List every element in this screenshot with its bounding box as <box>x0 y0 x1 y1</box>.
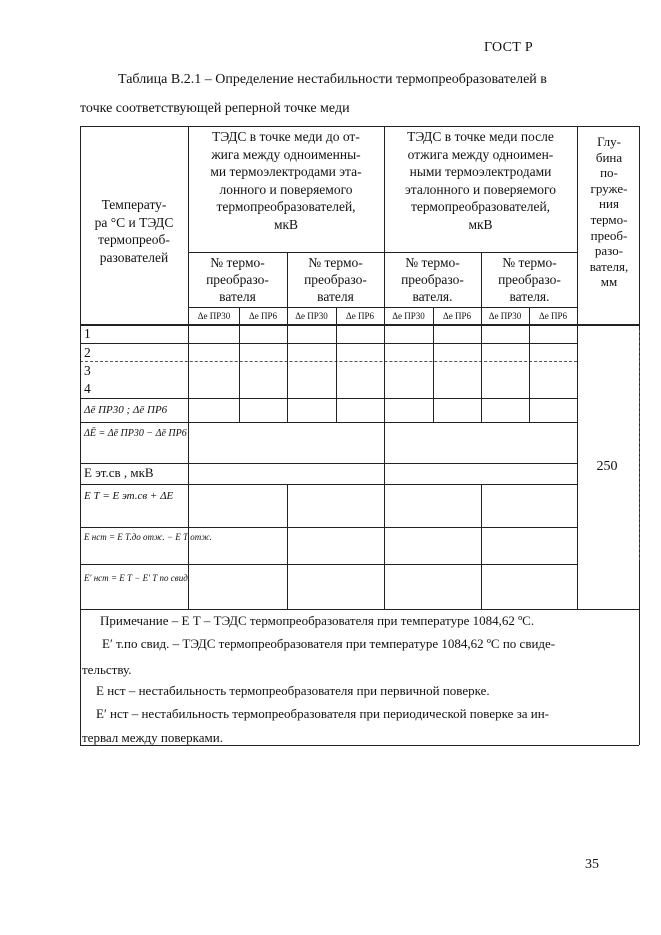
page-number: 35 <box>585 857 599 872</box>
subheader-tc-number-2: № термо- преобразо- вателя <box>304 255 367 304</box>
table-caption-line1: Таблица В.2.1 – Определение нестабильности термопреобразователей в <box>118 72 547 87</box>
subcol-de-pr30: Δe ПР30 <box>295 311 328 321</box>
subheader-tc-number-1: № термо- преобразо- вателя <box>206 255 269 304</box>
subcol-de-pr6: Δe ПР6 <box>248 311 278 321</box>
note-et-certificate-cont: тельству. <box>82 662 132 677</box>
row-label-e-reference: E эт.св , мкВ <box>84 465 154 480</box>
subcol-de-pr6: Δe ПР6 <box>442 311 472 321</box>
subcol-de-pr6: Δe ПР6 <box>345 311 375 321</box>
note-e-nst-prime-cont: тервал между поверками. <box>82 730 223 745</box>
depth-value: 250 <box>596 459 618 474</box>
row-label-mean: Δē ПР30 ; Δē ПР6 <box>84 404 168 416</box>
row-label-3: 3 <box>84 363 91 378</box>
document-code: ГОСТ Р <box>484 40 534 55</box>
subcol-de-pr6: Δe ПР6 <box>538 311 568 321</box>
subcol-de-pr30: Δe ПР30 <box>488 311 522 321</box>
row-label-1: 1 <box>84 326 91 341</box>
note-et-certificate: E′ т.по свид. – ТЭДС термопреобразователя при температуре 1084,62 ºC по свиде- <box>102 636 556 651</box>
note-e-nst-prime: E′ нст – нестабильность термопреобразователя при периодической поверке за ин- <box>96 706 550 721</box>
note-e-nst: E нст – нестабильность термопреобразователя при первичной поверке. <box>96 683 490 698</box>
subheader-tc-number-4: № термо- преобразо- вателя. <box>498 255 561 304</box>
header-tedc-before-annealing: ТЭДС в точке меди до от- жига между одноименны- ми термоэлектродами эта- лонного и поверяемого термопреобразователей, мкВ <box>210 129 362 232</box>
subcol-de-pr30: Δe ПР30 <box>392 311 425 321</box>
header-immersion-depth: Глу- бина по- груже- ния термо- преоб- разо- вателя, мм <box>589 134 629 290</box>
header-temperature: Температу- ра °C и ТЭДС термопреоб- разователей <box>94 197 174 265</box>
subcol-de-pr30: Δe ПР30 <box>197 311 231 321</box>
row-label-et: E Т = E эт.св + ΔE <box>84 490 174 502</box>
note-et: Примечание – E Т – ТЭДС термопреобразователя при температуре 1084,62 ºC. <box>100 613 535 628</box>
row-label-2: 2 <box>84 345 91 360</box>
subheader-tc-number-3: № термо- преобразо- вателя. <box>401 255 464 304</box>
row-label-e-nst-prime: E′ нст = E Т − E′ Т по свид. <box>84 573 191 583</box>
header-tedc-after-annealing: ТЭДС в точке меди после отжига между одноимен- ными термоэлектродами эталонного и поверяемого термопреобразователей, мкВ <box>404 129 557 232</box>
table-caption-line2: точке соответствующей реперной точке меди <box>80 101 350 116</box>
row-label-delta: ΔĒ = Δē ПР30 − Δē ПР6 <box>84 428 187 439</box>
row-label-4: 4 <box>84 381 91 396</box>
row-label-e-nst: E нст = E Т.до отж. − E Т отж. <box>84 532 212 542</box>
